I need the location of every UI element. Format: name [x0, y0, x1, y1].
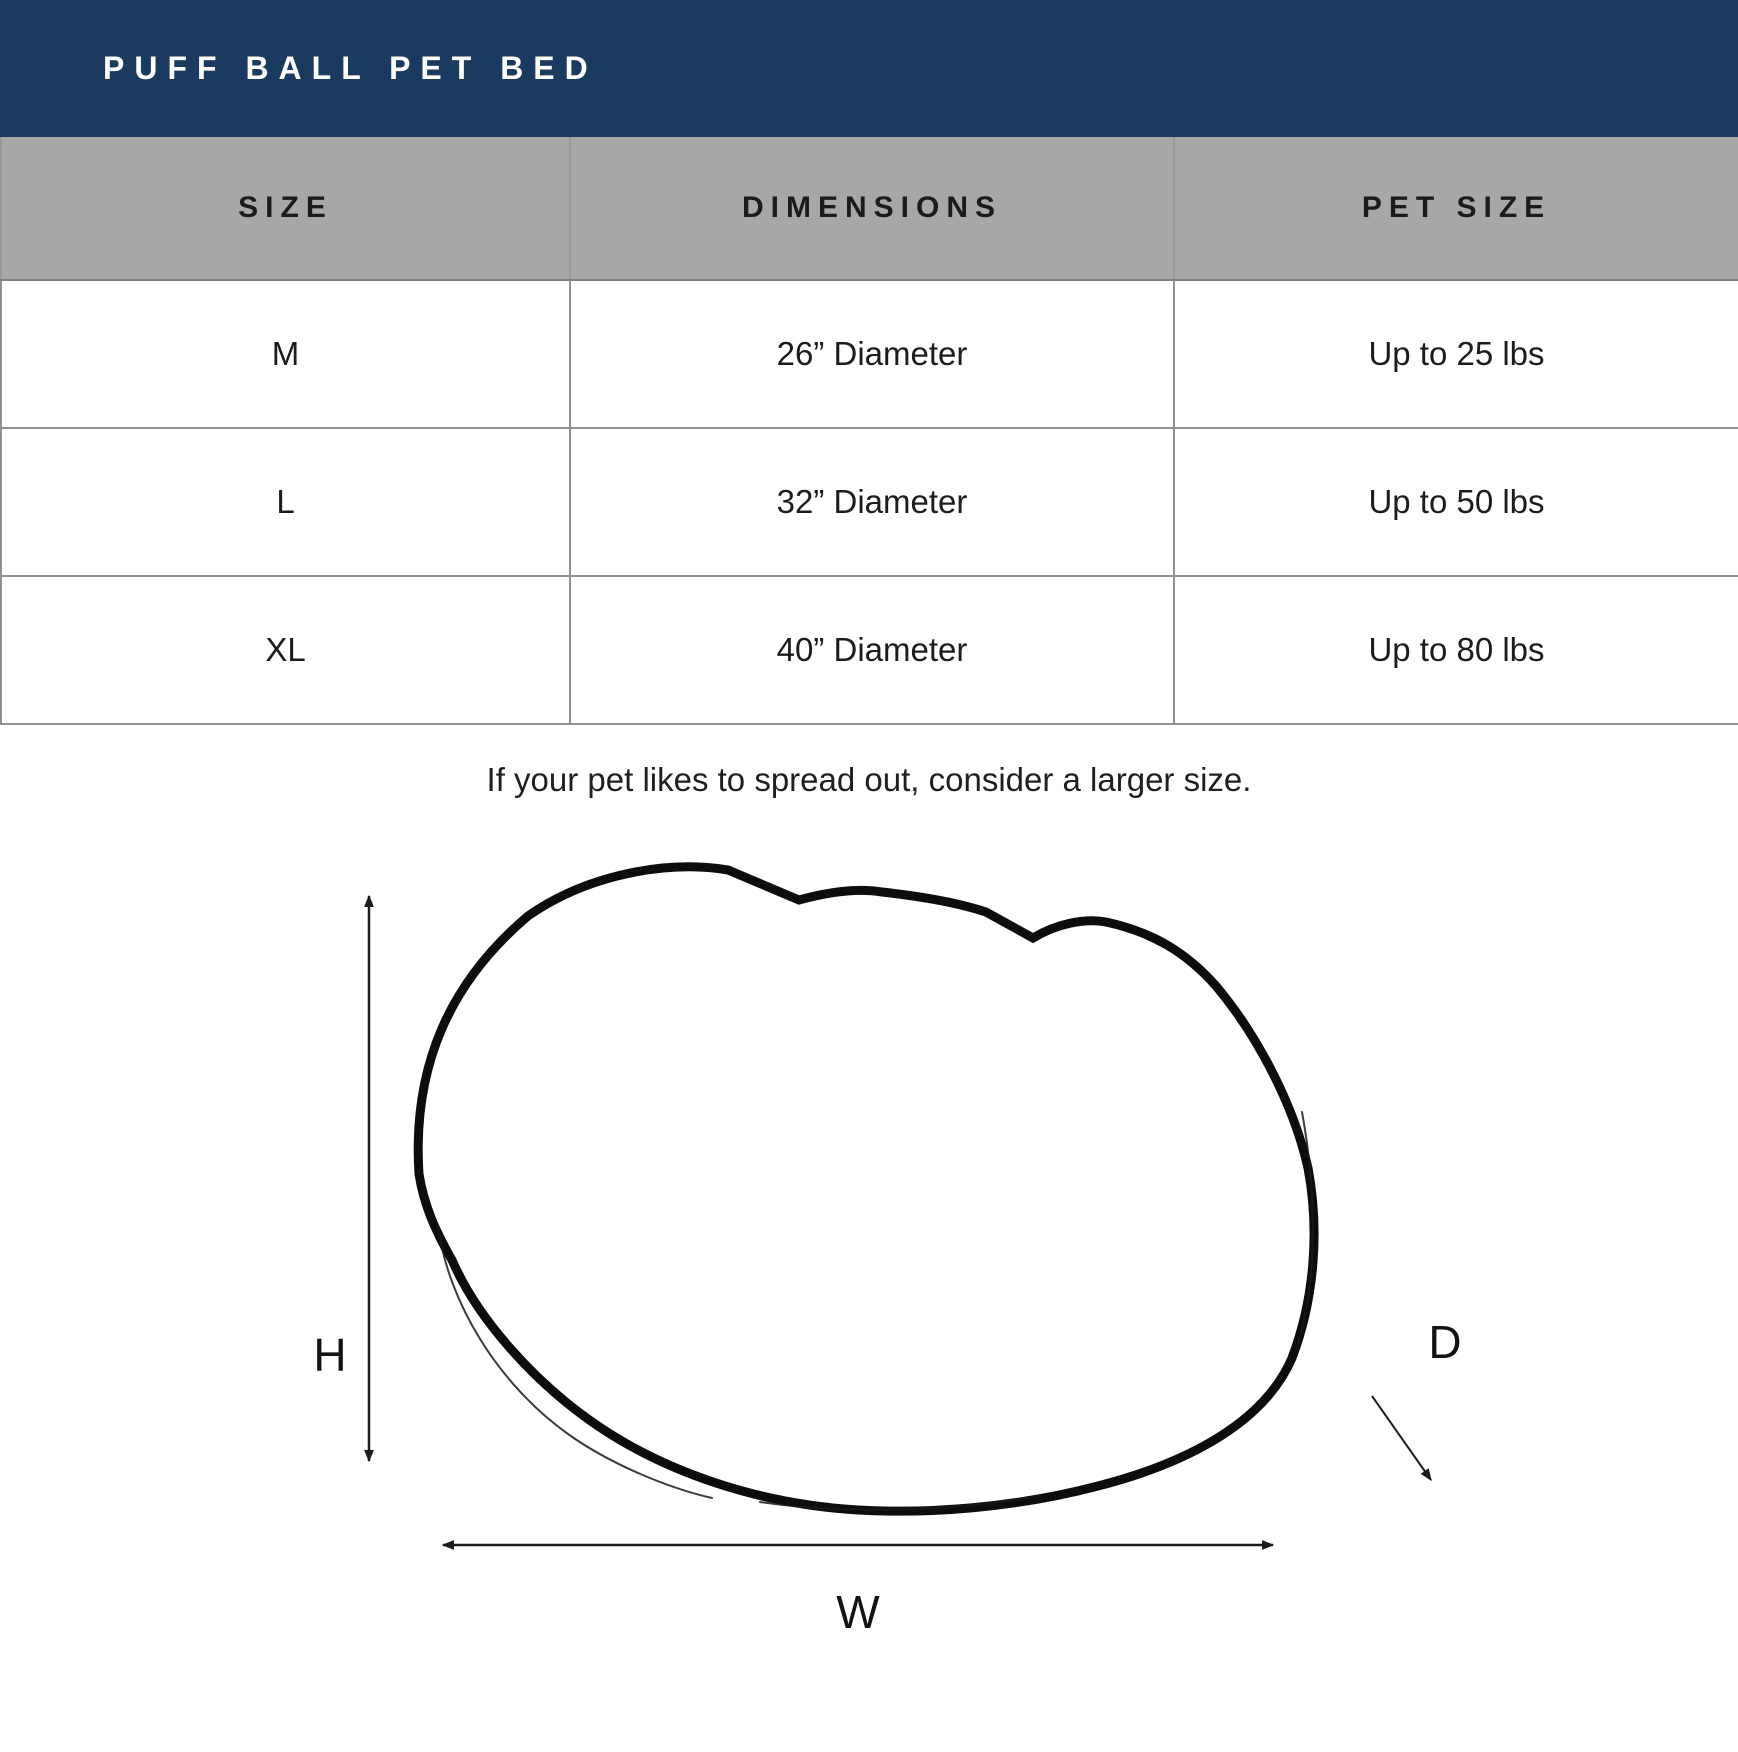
dimension-value: 40” Diameter: [570, 576, 1174, 724]
table-row: [1, 280, 1738, 428]
height-label: H: [313, 1329, 347, 1381]
depth-label: D: [1428, 1316, 1462, 1368]
table-row: [1, 428, 1738, 576]
dimension-value: 32” Diameter: [570, 428, 1174, 576]
sizing-note: If your pet likes to spread out, consider a larger size.: [486, 761, 1252, 798]
table-header-row: [1, 137, 1738, 280]
size-table: [0, 137, 1738, 725]
depth-arrow: [1372, 1396, 1431, 1480]
column-header-dimensions: DIMENSIONS: [570, 137, 1174, 280]
width-label: W: [836, 1586, 880, 1638]
column-header-pet-size: PET SIZE: [1174, 137, 1738, 280]
pet-size-value: Up to 25 lbs: [1174, 280, 1738, 428]
table-row: [1, 576, 1738, 724]
pet-size-value: Up to 50 lbs: [1174, 428, 1738, 576]
page-title: PUFF BALL PET BED: [103, 50, 598, 86]
product-title-bar: [0, 0, 1738, 137]
bed-dimension-diagram: [0, 802, 1738, 1752]
pet-size-value: Up to 80 lbs: [1174, 576, 1738, 724]
size-value: XL: [1, 576, 570, 724]
size-value: L: [1, 428, 570, 576]
dimension-value: 26” Diameter: [570, 280, 1174, 428]
size-value: M: [1, 280, 570, 428]
bed-outline-drawing: [418, 867, 1314, 1511]
column-header-size: SIZE: [1, 137, 570, 280]
